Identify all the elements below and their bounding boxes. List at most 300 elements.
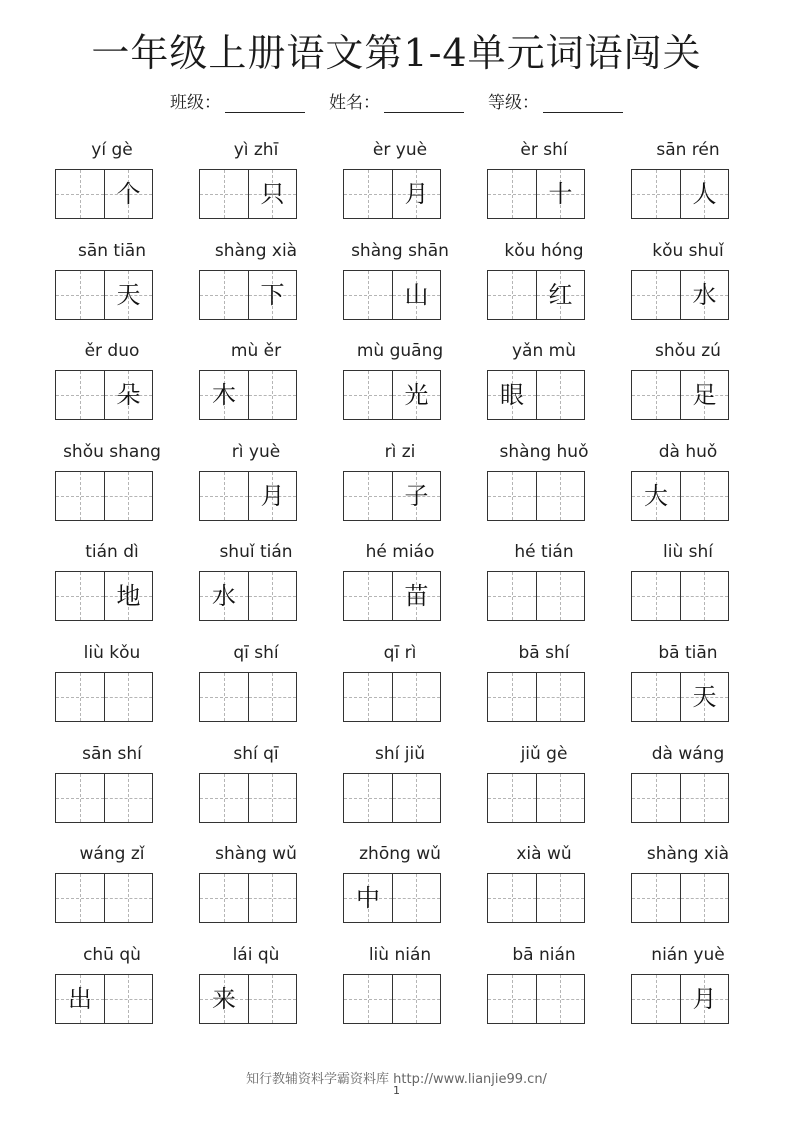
- tianzige-box[interactable]: [104, 572, 153, 620]
- tianzige-box-pair: [487, 370, 585, 420]
- word-item: [472, 339, 616, 440]
- pinyin-label: mù guāng: [356, 341, 444, 362]
- hanzi-char: [681, 874, 729, 922]
- hanzi-char: 天: [116, 280, 141, 309]
- tianzige-box[interactable]: [680, 371, 729, 419]
- tianzige-box[interactable]: [680, 975, 729, 1023]
- hanzi-char: [105, 975, 153, 1023]
- name-blank[interactable]: [384, 94, 464, 113]
- tianzige-box-pair: [55, 873, 153, 923]
- hanzi-char: 朵: [116, 381, 141, 410]
- pinyin-label: tián dì: [85, 542, 139, 563]
- hanzi-char: [344, 472, 392, 520]
- tianzige-box[interactable]: [200, 371, 248, 419]
- tianzige-box-pair: [199, 471, 297, 521]
- tianzige-box[interactable]: [56, 774, 104, 822]
- word-item: [472, 641, 616, 742]
- tianzige-box[interactable]: [200, 170, 248, 218]
- pinyin-label: rì yuè: [231, 441, 281, 462]
- pinyin-label: qī rì: [383, 642, 417, 663]
- tianzige-box[interactable]: [344, 271, 392, 319]
- hanzi-char: 下: [260, 280, 285, 309]
- tianzige-box-pair: [55, 974, 153, 1024]
- hanzi-char: [249, 774, 297, 822]
- hanzi-char: [393, 774, 441, 822]
- tianzige-box-pair: [343, 169, 441, 219]
- hanzi-char: [681, 774, 729, 822]
- name-field: [329, 88, 464, 113]
- hanzi-char: [632, 271, 680, 319]
- tianzige-box[interactable]: [392, 170, 441, 218]
- tianzige-box[interactable]: [680, 673, 729, 721]
- tianzige-box[interactable]: [392, 774, 441, 822]
- tianzige-box[interactable]: [248, 874, 297, 922]
- pinyin-label: shàng xià: [214, 240, 298, 261]
- tianzige-box[interactable]: [56, 572, 104, 620]
- pinyin-label: hé miáo: [365, 542, 435, 563]
- pinyin-label: sān shí: [82, 743, 142, 764]
- tianzige-box-pair: [55, 270, 153, 320]
- hanzi-char: [200, 874, 248, 922]
- tianzige-box-pair: [631, 873, 729, 923]
- word-item: [616, 641, 760, 742]
- tianzige-box[interactable]: [680, 271, 729, 319]
- tianzige-box-pair: [487, 873, 585, 923]
- pinyin-label: yí gè: [91, 140, 133, 160]
- tianzige-box[interactable]: [200, 271, 248, 319]
- hanzi-char: [488, 170, 536, 218]
- tianzige-box[interactable]: [248, 170, 297, 218]
- tianzige-box[interactable]: [200, 774, 248, 822]
- tianzige-box[interactable]: [392, 371, 441, 419]
- tianzige-box[interactable]: [680, 472, 729, 520]
- tianzige-box[interactable]: [56, 371, 104, 419]
- tianzige-box[interactable]: [536, 572, 585, 620]
- pinyin-label: qī shí: [233, 642, 279, 663]
- hanzi-char: [393, 874, 441, 922]
- tianzige-box[interactable]: [56, 874, 104, 922]
- hanzi-char: [105, 874, 153, 922]
- tianzige-box[interactable]: [536, 271, 585, 319]
- tianzige-box-pair: [343, 370, 441, 420]
- word-item: [616, 842, 760, 943]
- grade-label: 等级：: [488, 93, 539, 113]
- pinyin-label: shàng huǒ: [499, 441, 589, 462]
- tianzige-box[interactable]: [104, 472, 153, 520]
- hanzi-char: [200, 774, 248, 822]
- tianzige-box[interactable]: [344, 774, 392, 822]
- pinyin-label: liù shí: [663, 542, 713, 563]
- word-item: [616, 440, 760, 541]
- pinyin-label: shàng shān: [351, 240, 449, 261]
- hanzi-char: [488, 271, 536, 319]
- tianzige-box[interactable]: [488, 975, 536, 1023]
- hanzi-char: [344, 774, 392, 822]
- tianzige-box[interactable]: [248, 472, 297, 520]
- tianzige-box[interactable]: [248, 975, 297, 1023]
- tianzige-box[interactable]: [632, 271, 680, 319]
- tianzige-box-pair: [631, 471, 729, 521]
- tianzige-box-pair: [487, 672, 585, 722]
- tianzige-box[interactable]: [680, 170, 729, 218]
- tianzige-box-pair: [343, 471, 441, 521]
- word-item: [616, 742, 760, 843]
- tianzige-box-pair: [343, 571, 441, 621]
- hanzi-char: 地: [116, 582, 141, 611]
- tianzige-box[interactable]: [632, 874, 680, 922]
- word-item: [472, 440, 616, 541]
- word-item: [472, 540, 616, 641]
- pinyin-label: shǒu shang: [63, 441, 161, 462]
- word-item: [184, 138, 328, 239]
- hanzi-char: [56, 271, 104, 319]
- pinyin-label: yì zhī: [233, 140, 279, 160]
- hanzi-char: 月: [692, 984, 717, 1013]
- tianzige-box-pair: [55, 773, 153, 823]
- word-item: [40, 339, 184, 440]
- hanzi-char: [105, 774, 153, 822]
- hanzi-char: [249, 975, 297, 1023]
- tianzige-box[interactable]: [344, 371, 392, 419]
- hanzi-char: [344, 673, 392, 721]
- word-item: [184, 440, 328, 541]
- tianzige-box[interactable]: [632, 975, 680, 1023]
- tianzige-box-pair: [55, 169, 153, 219]
- tianzige-box[interactable]: [248, 774, 297, 822]
- tianzige-box[interactable]: [632, 774, 680, 822]
- word-item: [616, 239, 760, 340]
- pinyin-label: kǒu hóng: [504, 240, 584, 261]
- pinyin-label: chū qù: [83, 944, 141, 965]
- tianzige-box[interactable]: [488, 371, 536, 419]
- grade-field: [488, 88, 623, 113]
- tianzige-box-pair: [55, 471, 153, 521]
- tianzige-box[interactable]: [632, 673, 680, 721]
- pinyin-label: hé tián: [514, 542, 574, 563]
- tianzige-box[interactable]: [56, 673, 104, 721]
- hanzi-char: [344, 975, 392, 1023]
- word-grid: [40, 138, 760, 1043]
- word-item: [328, 742, 472, 843]
- hanzi-char: 水: [692, 280, 717, 309]
- tianzige-box[interactable]: [392, 572, 441, 620]
- hanzi-char: [344, 170, 392, 218]
- tianzige-box-pair: [55, 370, 153, 420]
- hanzi-char: [56, 170, 104, 218]
- tianzige-box[interactable]: [200, 975, 248, 1023]
- tianzige-box[interactable]: [200, 472, 248, 520]
- pinyin-label: shàng xià: [646, 844, 730, 865]
- hanzi-char: 人: [692, 180, 717, 208]
- tianzige-box[interactable]: [680, 874, 729, 922]
- hanzi-char: [344, 271, 392, 319]
- hanzi-char: [681, 572, 729, 620]
- pinyin-label: dà huǒ: [658, 441, 718, 462]
- pinyin-label: shàng wǔ: [215, 844, 297, 865]
- tianzige-box-pair: [487, 169, 585, 219]
- hanzi-char: [200, 673, 248, 721]
- pinyin-label: zhōng wǔ: [359, 844, 441, 865]
- hanzi-char: [56, 774, 104, 822]
- tianzige-box[interactable]: [488, 271, 536, 319]
- hanzi-char: [632, 572, 680, 620]
- tianzige-box[interactable]: [248, 271, 297, 319]
- hanzi-char: 子: [404, 481, 429, 510]
- tianzige-box[interactable]: [632, 170, 680, 218]
- tianzige-box[interactable]: [488, 673, 536, 721]
- tianzige-box-pair: [631, 370, 729, 420]
- tianzige-box-pair: [487, 974, 585, 1024]
- hanzi-char: [200, 472, 248, 520]
- hanzi-char: [249, 371, 297, 419]
- word-item: [184, 239, 328, 340]
- tianzige-box[interactable]: [248, 371, 297, 419]
- tianzige-box[interactable]: [104, 271, 153, 319]
- tianzige-box[interactable]: [200, 673, 248, 721]
- tianzige-box[interactable]: [104, 371, 153, 419]
- word-item: [184, 842, 328, 943]
- word-item: [40, 440, 184, 541]
- hanzi-char: [344, 572, 392, 620]
- hanzi-char: 木: [212, 381, 236, 410]
- word-item: [472, 742, 616, 843]
- word-item: [184, 339, 328, 440]
- hanzi-char: [488, 774, 536, 822]
- tianzige-box[interactable]: [632, 572, 680, 620]
- pinyin-label: wáng zǐ: [79, 844, 145, 865]
- hanzi-char: 个: [116, 180, 141, 208]
- tianzige-box[interactable]: [536, 874, 585, 922]
- word-item: [184, 540, 328, 641]
- tianzige-box[interactable]: [488, 572, 536, 620]
- hanzi-char: [537, 371, 585, 419]
- tianzige-box-pair: [343, 672, 441, 722]
- hanzi-char: [488, 673, 536, 721]
- hanzi-char: 山: [404, 280, 429, 309]
- tianzige-box-pair: [343, 974, 441, 1024]
- tianzige-box[interactable]: [344, 874, 392, 922]
- word-item: [472, 239, 616, 340]
- word-item: [328, 138, 472, 239]
- tianzige-box[interactable]: [56, 170, 104, 218]
- tianzige-box[interactable]: [680, 774, 729, 822]
- hanzi-char: [632, 975, 680, 1023]
- hanzi-char: [249, 874, 297, 922]
- tianzige-box-pair: [199, 672, 297, 722]
- word-item: [40, 239, 184, 340]
- tianzige-box-pair: [55, 571, 153, 621]
- word-item: [328, 943, 472, 1044]
- page-number: 1: [393, 1084, 400, 1097]
- pinyin-label: nián yuè: [651, 944, 725, 965]
- tianzige-box[interactable]: [392, 271, 441, 319]
- hanzi-char: 月: [404, 180, 429, 208]
- tianzige-box-pair: [487, 773, 585, 823]
- hanzi-char: 月: [260, 481, 285, 510]
- pinyin-label: mù ěr: [230, 341, 282, 362]
- pinyin-label: rì zi: [384, 441, 416, 462]
- class-field: [170, 88, 305, 113]
- hanzi-char: [56, 572, 104, 620]
- tianzige-box-pair: [487, 471, 585, 521]
- tianzige-box[interactable]: [488, 472, 536, 520]
- word-item: [40, 742, 184, 843]
- name-label: 姓名：: [329, 93, 380, 113]
- pinyin-label: shuǐ tián: [219, 542, 293, 563]
- hanzi-char: [200, 170, 248, 218]
- tianzige-box-pair: [631, 672, 729, 722]
- tianzige-box[interactable]: [104, 774, 153, 822]
- tianzige-box-pair: [631, 571, 729, 621]
- tianzige-box-pair: [631, 270, 729, 320]
- pinyin-label: liù nián: [368, 944, 432, 965]
- hanzi-char: 苗: [404, 582, 429, 611]
- word-item: [328, 440, 472, 541]
- word-item: [184, 943, 328, 1044]
- tianzige-box[interactable]: [392, 975, 441, 1023]
- tianzige-box[interactable]: [632, 472, 680, 520]
- pinyin-label: sān rén: [656, 140, 720, 160]
- hanzi-char: [681, 472, 729, 520]
- hanzi-char: 只: [260, 180, 285, 208]
- word-item: [328, 540, 472, 641]
- tianzige-box[interactable]: [56, 472, 104, 520]
- word-item: [328, 239, 472, 340]
- pinyin-label: bā shí: [518, 642, 570, 663]
- tianzige-box[interactable]: [200, 572, 248, 620]
- tianzige-box[interactable]: [392, 472, 441, 520]
- pinyin-label: shǒu zú: [655, 341, 721, 362]
- tianzige-box-pair: [199, 974, 297, 1024]
- pinyin-label: èr yuè: [372, 140, 428, 160]
- tianzige-box[interactable]: [344, 472, 392, 520]
- word-item: [40, 138, 184, 239]
- hanzi-char: 出: [68, 984, 92, 1013]
- hanzi-char: [56, 673, 104, 721]
- tianzige-box[interactable]: [344, 572, 392, 620]
- tianzige-box[interactable]: [104, 673, 153, 721]
- tianzige-box[interactable]: [104, 170, 153, 218]
- tianzige-box[interactable]: [536, 774, 585, 822]
- pinyin-label: bā tiān: [658, 642, 718, 663]
- tianzige-box[interactable]: [344, 673, 392, 721]
- tianzige-box[interactable]: [104, 874, 153, 922]
- hanzi-char: [632, 170, 680, 218]
- tianzige-box[interactable]: [56, 975, 104, 1023]
- word-item: [40, 540, 184, 641]
- class-blank[interactable]: [225, 94, 305, 113]
- tianzige-box[interactable]: [200, 874, 248, 922]
- hanzi-char: [344, 371, 392, 419]
- hanzi-char: [56, 874, 104, 922]
- pinyin-label: èr shí: [520, 140, 568, 160]
- tianzige-box-pair: [199, 270, 297, 320]
- tianzige-box[interactable]: [536, 975, 585, 1023]
- tianzige-box[interactable]: [488, 774, 536, 822]
- tianzige-box[interactable]: [392, 673, 441, 721]
- tianzige-box-pair: [199, 571, 297, 621]
- word-item: [472, 138, 616, 239]
- hanzi-char: 大: [644, 481, 668, 510]
- pinyin-label: liù kǒu: [83, 642, 141, 663]
- hanzi-char: [632, 673, 680, 721]
- word-item: [616, 540, 760, 641]
- tianzige-box[interactable]: [680, 572, 729, 620]
- tianzige-box-pair: [343, 270, 441, 320]
- tianzige-box-pair: [343, 873, 441, 923]
- hanzi-char: [105, 472, 153, 520]
- hanzi-char: [249, 572, 297, 620]
- pinyin-label: jiǔ gè: [520, 743, 568, 764]
- tianzige-box-pair: [487, 270, 585, 320]
- tianzige-box[interactable]: [536, 673, 585, 721]
- hanzi-char: [105, 673, 153, 721]
- word-item: [184, 742, 328, 843]
- tianzige-box-pair: [343, 773, 441, 823]
- word-item: [616, 339, 760, 440]
- word-item: [616, 943, 760, 1044]
- word-item: [40, 943, 184, 1044]
- tianzige-box-pair: [487, 571, 585, 621]
- tianzige-box-pair: [199, 773, 297, 823]
- hanzi-char: [393, 673, 441, 721]
- hanzi-char: 眼: [500, 381, 524, 410]
- tianzige-box[interactable]: [248, 673, 297, 721]
- tianzige-box[interactable]: [392, 874, 441, 922]
- pinyin-label: yǎn mù: [512, 341, 576, 362]
- hanzi-char: [537, 774, 585, 822]
- hanzi-char: [537, 874, 585, 922]
- hanzi-char: [537, 572, 585, 620]
- tianzige-box[interactable]: [536, 472, 585, 520]
- tianzige-box[interactable]: [56, 271, 104, 319]
- tianzige-box-pair: [199, 169, 297, 219]
- tianzige-box[interactable]: [632, 371, 680, 419]
- tianzige-box[interactable]: [344, 975, 392, 1023]
- hanzi-char: [488, 874, 536, 922]
- pinyin-label: sān tiān: [77, 240, 147, 261]
- hanzi-char: 红: [548, 280, 573, 309]
- hanzi-char: [56, 472, 104, 520]
- tianzige-box[interactable]: [248, 572, 297, 620]
- pinyin-label: shí qī: [233, 743, 279, 764]
- tianzige-box[interactable]: [536, 371, 585, 419]
- hanzi-char: [632, 371, 680, 419]
- hanzi-char: 水: [212, 582, 236, 611]
- word-item: [616, 138, 760, 239]
- class-label: 班级：: [170, 93, 221, 113]
- hanzi-char: 光: [404, 381, 429, 410]
- hanzi-char: [249, 673, 297, 721]
- tianzige-box[interactable]: [536, 170, 585, 218]
- hanzi-char: 中: [356, 884, 380, 913]
- footer-text: 知行教辅资料学霸资料库 http://www.lianjie99.cn/: [246, 1072, 547, 1087]
- hanzi-char: [488, 975, 536, 1023]
- hanzi-char: [632, 774, 680, 822]
- tianzige-box[interactable]: [488, 874, 536, 922]
- grade-blank[interactable]: [543, 94, 623, 113]
- tianzige-box[interactable]: [344, 170, 392, 218]
- hanzi-char: 十: [548, 180, 573, 208]
- pinyin-label: xià wǔ: [516, 844, 572, 865]
- hanzi-char: [488, 572, 536, 620]
- tianzige-box[interactable]: [488, 170, 536, 218]
- hanzi-char: [537, 673, 585, 721]
- tianzige-box-pair: [199, 873, 297, 923]
- tianzige-box[interactable]: [104, 975, 153, 1023]
- page-title: 一年级上册语文第1-4单元词语闯关: [91, 31, 702, 75]
- tianzige-box-pair: [631, 773, 729, 823]
